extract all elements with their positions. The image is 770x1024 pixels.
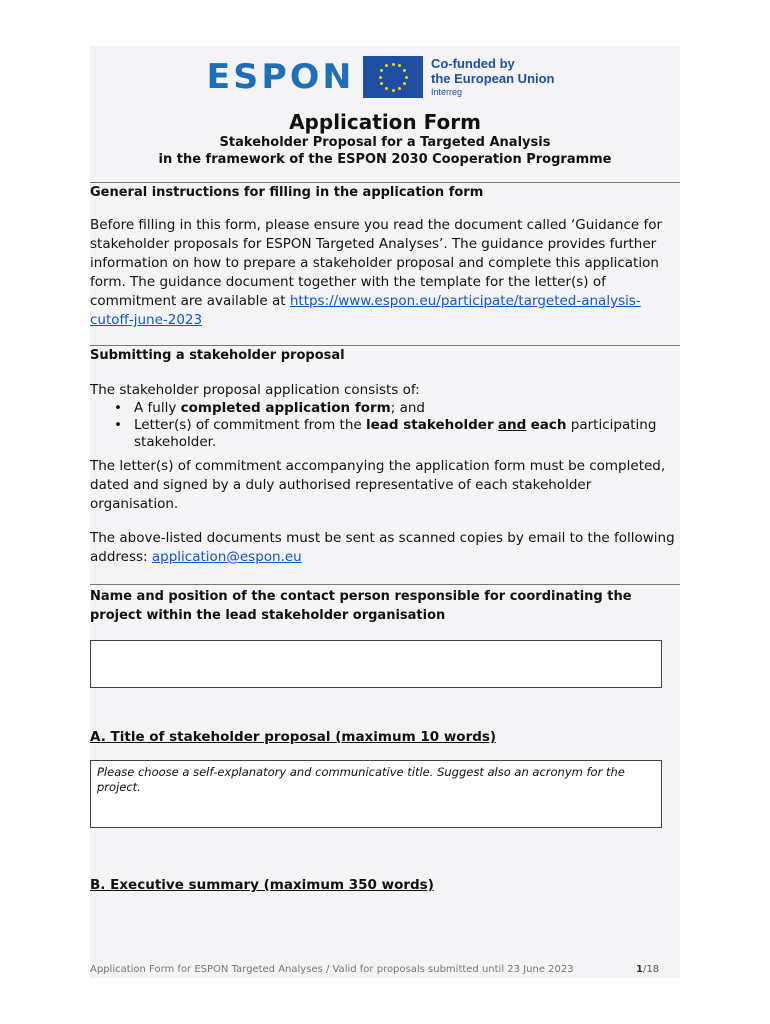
eu-star-icon: [385, 87, 388, 90]
section-a-heading: A. Title of stakeholder proposal (maximum 10 words): [90, 729, 497, 745]
eu-star-icon: [379, 76, 382, 79]
eu-line-2: the European Union: [431, 70, 555, 86]
submission-paragraph: [90, 529, 675, 567]
eu-cofunded-logo: [431, 57, 555, 97]
espon-logo: ESPON: [206, 57, 355, 97]
list-item: [134, 417, 675, 451]
submitting-list-block: [90, 381, 675, 451]
divider: [90, 345, 680, 346]
guidance-link[interactable]: https://www.espon.eu/participate/targeted-analysis-cutoff-june-2023: [90, 293, 641, 328]
general-instructions-heading: General instructions for filling in the application form: [90, 185, 484, 200]
subtitle-line-1: Stakeholder Proposal for a Targeted Analysis: [219, 135, 551, 150]
page-number: [636, 964, 659, 975]
text: Letter(s) of commitment from the: [134, 417, 366, 433]
eu-star-icon: [403, 69, 406, 72]
eu-star-icon: [392, 63, 395, 66]
text: participating stakeholder.: [134, 417, 657, 450]
eu-star-icon: [405, 76, 408, 79]
page-total: /18: [642, 964, 660, 975]
page-footer: [90, 964, 660, 975]
submitting-intro: The stakeholder proposal application consists of:: [90, 382, 420, 398]
list-item: [134, 400, 675, 417]
bold-text: lead stakeholder: [365, 417, 494, 433]
eu-star-icon: [380, 82, 383, 85]
commitment-paragraph: The letter(s) of commitment accompanying the application form must be completed, dated and signed by a duly authorised representative of each stakeholder organisation.: [90, 458, 666, 512]
eu-star-icon: [403, 82, 406, 85]
proposal-title-field[interactable]: [90, 760, 662, 828]
eu-star-icon: [380, 69, 383, 72]
bold-text: each: [530, 417, 567, 433]
general-text: Before filling in this form, please ensure you read the document called ‘Guidance for stakeholder proposals for ESPON Targeted Analyses’. The guidance provides further information on how to prepare a stakeholder proposal and complete this application form. The guidance document together with the template for the letter(s) of commitment are available at: [90, 217, 663, 309]
document-page: [90, 46, 680, 978]
eu-star-icon: [398, 87, 401, 90]
eu-flag-icon: [363, 56, 423, 98]
eu-star-icon: [392, 89, 395, 92]
section-b-heading: B. Executive summary (maximum 350 words): [90, 877, 434, 893]
bold-underlined-text: and: [497, 417, 527, 433]
eu-star-icon: [385, 64, 388, 67]
contact-person-field[interactable]: [90, 640, 662, 688]
text: ; and: [390, 400, 425, 416]
subtitle-line-2: in the framework of the ESPON 2030 Cooperation Programme: [158, 152, 612, 167]
general-instructions-text: [90, 216, 675, 330]
bold-text: completed application form: [180, 400, 391, 416]
submitting-heading: Submitting a stakeholder proposal: [90, 348, 345, 363]
page-current: 1: [636, 964, 643, 975]
eu-star-icon: [398, 64, 401, 67]
text: The above-listed documents must be sent as scanned copies by email to the following address:: [90, 530, 675, 565]
text: A fully: [134, 400, 181, 416]
divider: [90, 584, 680, 585]
eu-line-3: Interreg: [431, 86, 463, 97]
divider: [90, 182, 680, 183]
contact-person-heading: Name and position of the contact person responsible for coordinating the project within the lead stakeholder organisation: [90, 589, 632, 623]
footer-text: Application Form for ESPON Targeted Analyses / Valid for proposals submitted until 23 June 2023: [90, 964, 574, 975]
header-logos: [208, 52, 555, 102]
requirements-list: [90, 400, 675, 451]
proposal-title-hint: Please choose a self-explanatory and communicative title. Suggest also an acronym for the project.: [97, 765, 625, 794]
email-link[interactable]: application@espon.eu: [151, 549, 302, 565]
eu-line-1: Co-funded by: [431, 55, 515, 71]
page-title: Application Form: [289, 110, 481, 134]
